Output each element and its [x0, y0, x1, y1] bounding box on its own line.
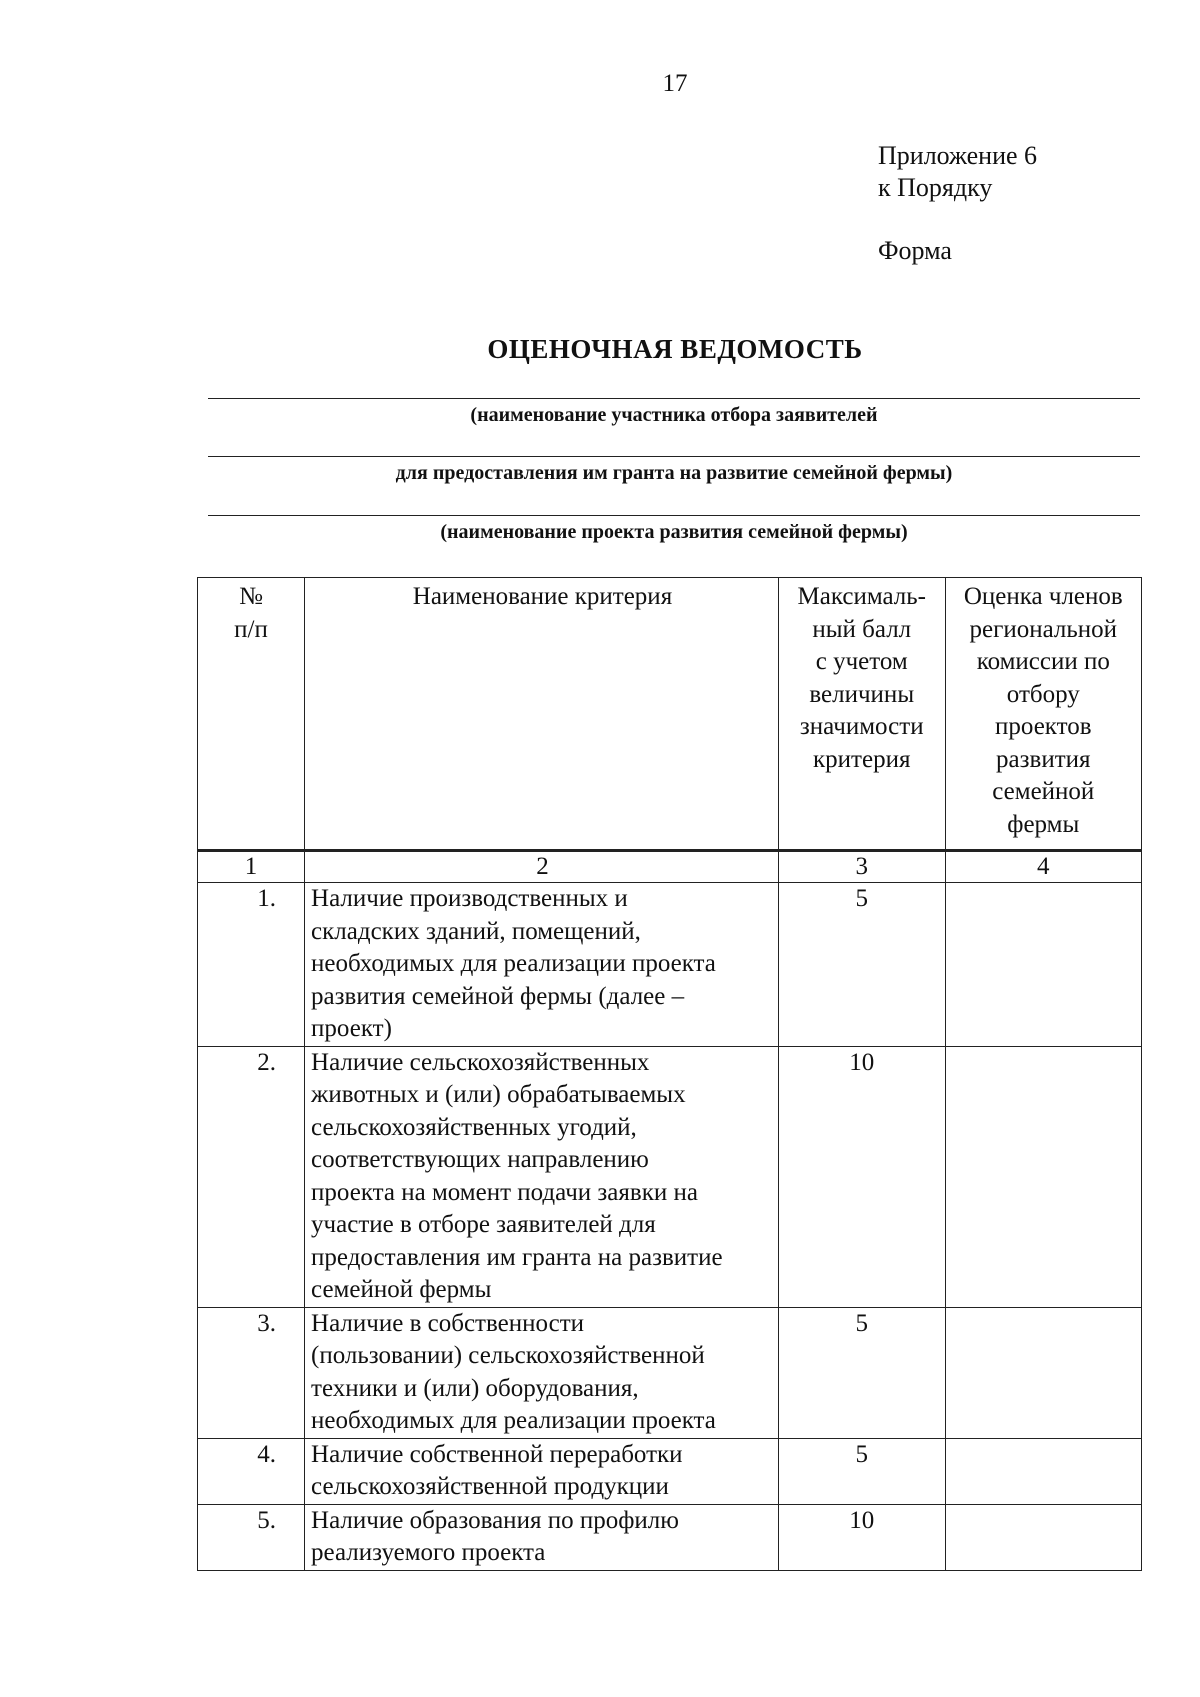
row-number: 2. [198, 1046, 305, 1307]
column-number: 4 [945, 851, 1141, 883]
participant-caption: (наименование участника отбора заявителей [470, 404, 878, 426]
row-number: 1. [198, 883, 305, 1047]
form-label: Форма [878, 236, 952, 265]
column-number: 3 [778, 851, 945, 883]
criterion-name: Наличие образования по профилю реализуемого проекта [305, 1504, 779, 1570]
participant-name-line-2 [208, 456, 1140, 457]
max-score: 5 [778, 1307, 945, 1438]
column-number: 2 [305, 851, 779, 883]
commission-score-cell [945, 1504, 1141, 1570]
max-score: 10 [778, 1046, 945, 1307]
max-score: 5 [778, 1438, 945, 1504]
row-number: 5. [198, 1504, 305, 1570]
table-row [198, 1504, 1142, 1570]
header-commission-score: Оценка членов региональной комиссии по отбору проектов развития семейной фермы [945, 578, 1141, 851]
annex-reference: к Порядку [878, 173, 993, 202]
criterion-name: Наличие сельскохозяйственных животных и (или) обрабатываемых сельскохозяйственных угодий, соответствующих направлению проекта на момент подачи заявки на участие в отборе заявителей для предоставления им гранта на развитие семейной фермы [305, 1046, 779, 1307]
annex-title: Приложение 6 [878, 141, 1038, 170]
row-number: 3. [198, 1307, 305, 1438]
criterion-name: Наличие в собственности (пользовании) сельскохозяйственной техники и (или) оборудования, необходимых для реализации проекта [305, 1307, 779, 1438]
commission-score-cell [945, 1438, 1141, 1504]
table-row [198, 1438, 1142, 1504]
table-row [198, 883, 1142, 1047]
header-criterion-name: Наименование критерия [305, 578, 779, 851]
max-score: 5 [778, 883, 945, 1047]
criterion-name: Наличие производственных и складских зданий, помещений, необходимых для реализации проекта развития семейной фермы (далее – проект) [305, 883, 779, 1047]
header-max-score: Максималь- ный балл с учетом величины значимости критерия [778, 578, 945, 851]
column-number: 1 [198, 851, 305, 883]
project-name-line [208, 515, 1140, 516]
table-row [198, 1046, 1142, 1307]
project-caption: (наименование проекта развития семейной фермы) [440, 521, 908, 543]
row-number: 4. [198, 1438, 305, 1504]
annex-block [878, 140, 1037, 204]
commission-score-cell [945, 1307, 1141, 1438]
criterion-name: Наличие собственной переработки сельскохозяйственной продукции [305, 1438, 779, 1504]
commission-score-cell [945, 1046, 1141, 1307]
document-title: ОЦЕНОЧНАЯ ВЕДОМОСТЬ [487, 334, 863, 364]
commission-score-cell [945, 883, 1141, 1047]
participant-name-line [208, 398, 1140, 399]
criteria-table [197, 577, 1142, 1571]
column-number-row [198, 851, 1142, 883]
table-row [198, 1307, 1142, 1438]
page-number: 17 [662, 70, 688, 97]
table-header-row [198, 578, 1142, 851]
max-score: 10 [778, 1504, 945, 1570]
purpose-caption: для предоставления им гранта на развитие семейной фермы) [395, 462, 953, 484]
header-number: № п/п [198, 578, 305, 851]
